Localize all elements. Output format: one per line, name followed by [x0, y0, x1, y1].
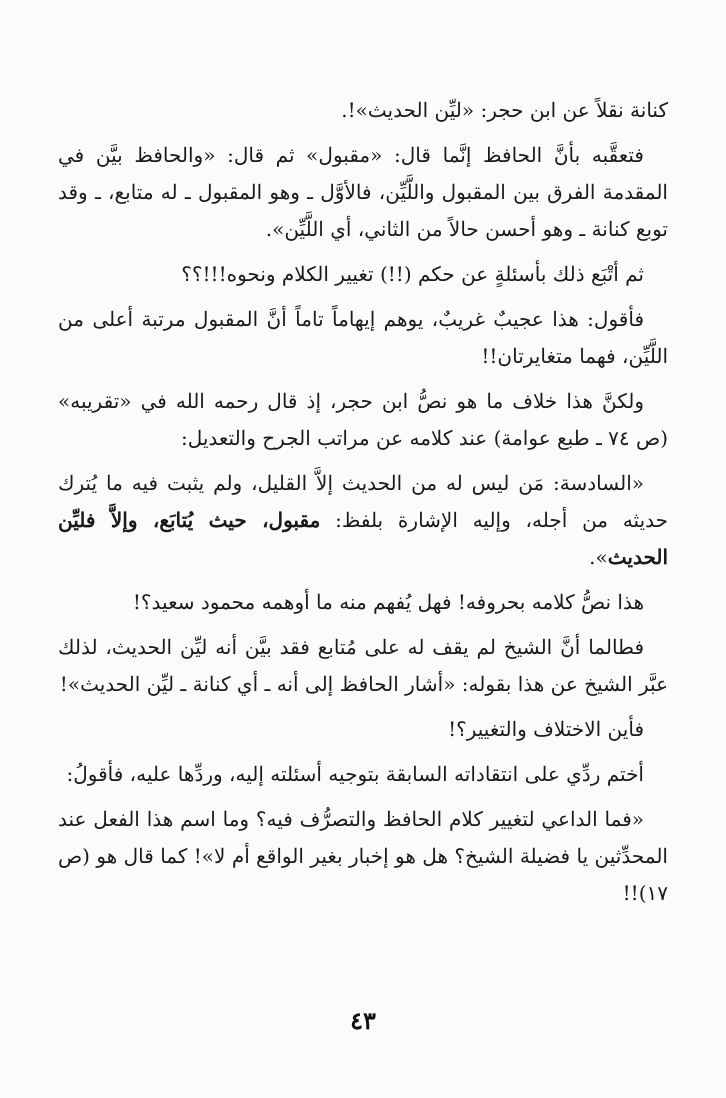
paragraph-8: فطالما أنَّ الشيخ لم يقف له على مُتابع فقد بيَّن أنه ليِّن الحديث، لذلك عبَّر الشيخ عن هذا بقوله: «أشار الحافظ إلى أنه ـ أي كنانة ـ ليِّن الحديث»! [58, 635, 668, 696]
paragraph-9: فأين الاختلاف والتغيير؟! [448, 717, 644, 741]
paragraph-11: «فما الداعي لتغيير كلام الحافظ والتصرُّف فيه؟ وما اسم هذا الفعل عند المحدِّثين يا فضيلة الشيخ؟ هل هو إخبار بغير الواقع أم لا»! كما قال هو (ص ١٧)!! [58, 807, 668, 905]
paragraph-6-quote [58, 465, 668, 576]
page-body [58, 92, 668, 920]
paragraph-1: كنانة نقلاً عن ابن حجر: «ليِّن الحديث»!. [341, 98, 668, 122]
paragraph-2: فتعقَّبه بأنَّ الحافظ إنَّما قال: «مقبول» ثم قال: «والحافظ بيَّن في المقدمة الفرق بين المقبول واللَّيِّن، فالأوَّل ـ وهو المقبول ـ له متابع، ـ وقد توبع كنانة ـ وهو أحسن حالاً من الثاني، أي اللَّيِّن». [58, 143, 668, 241]
paragraph-3: ثم أتْبَع ذلك بأسئلةٍ عن حكم (!!) تغيير الكلام ونحوه!!!؟؟ [181, 262, 644, 286]
page-number: ٤٣ [350, 1006, 376, 1035]
quote-bold-text: مقبول، حيث يُتابَع، وإلاَّ فليِّن الحديث [58, 508, 668, 569]
paragraph-7: هذا نصُّ كلامه بحروفه! فهل يُفهم منه ما أوهمه محمود سعيد؟! [132, 590, 644, 614]
quote-tail: ». [589, 545, 608, 569]
paragraph-10: أختم ردِّي على انتقاداته السابقة بتوجيه أسئلته إليه، وردِّها عليه، فأقولُ: [66, 762, 644, 786]
paragraph-4: فأقول: هذا عجيبٌ غريبٌ، يوهم إيهاماً تاماً أنَّ المقبول مرتبة أعلى من اللَّيِّن، فهما متغايرتان!! [58, 307, 668, 368]
quote-text: «السادسة: مَن ليس له من الحديث إلاَّ القليل، ولم يثبت فيه ما يُترك حديثه من أجله، وإليه الإشارة بلفظ: [58, 471, 669, 532]
paragraph-5: ولكنَّ هذا خلاف ما هو نصُّ ابن حجر، إذ قال رحمه الله في «تقريبه» (ص ٧٤ ـ طبع عوامة) عند كلامه عن مراتب الجرح والتعديل: [58, 389, 668, 450]
